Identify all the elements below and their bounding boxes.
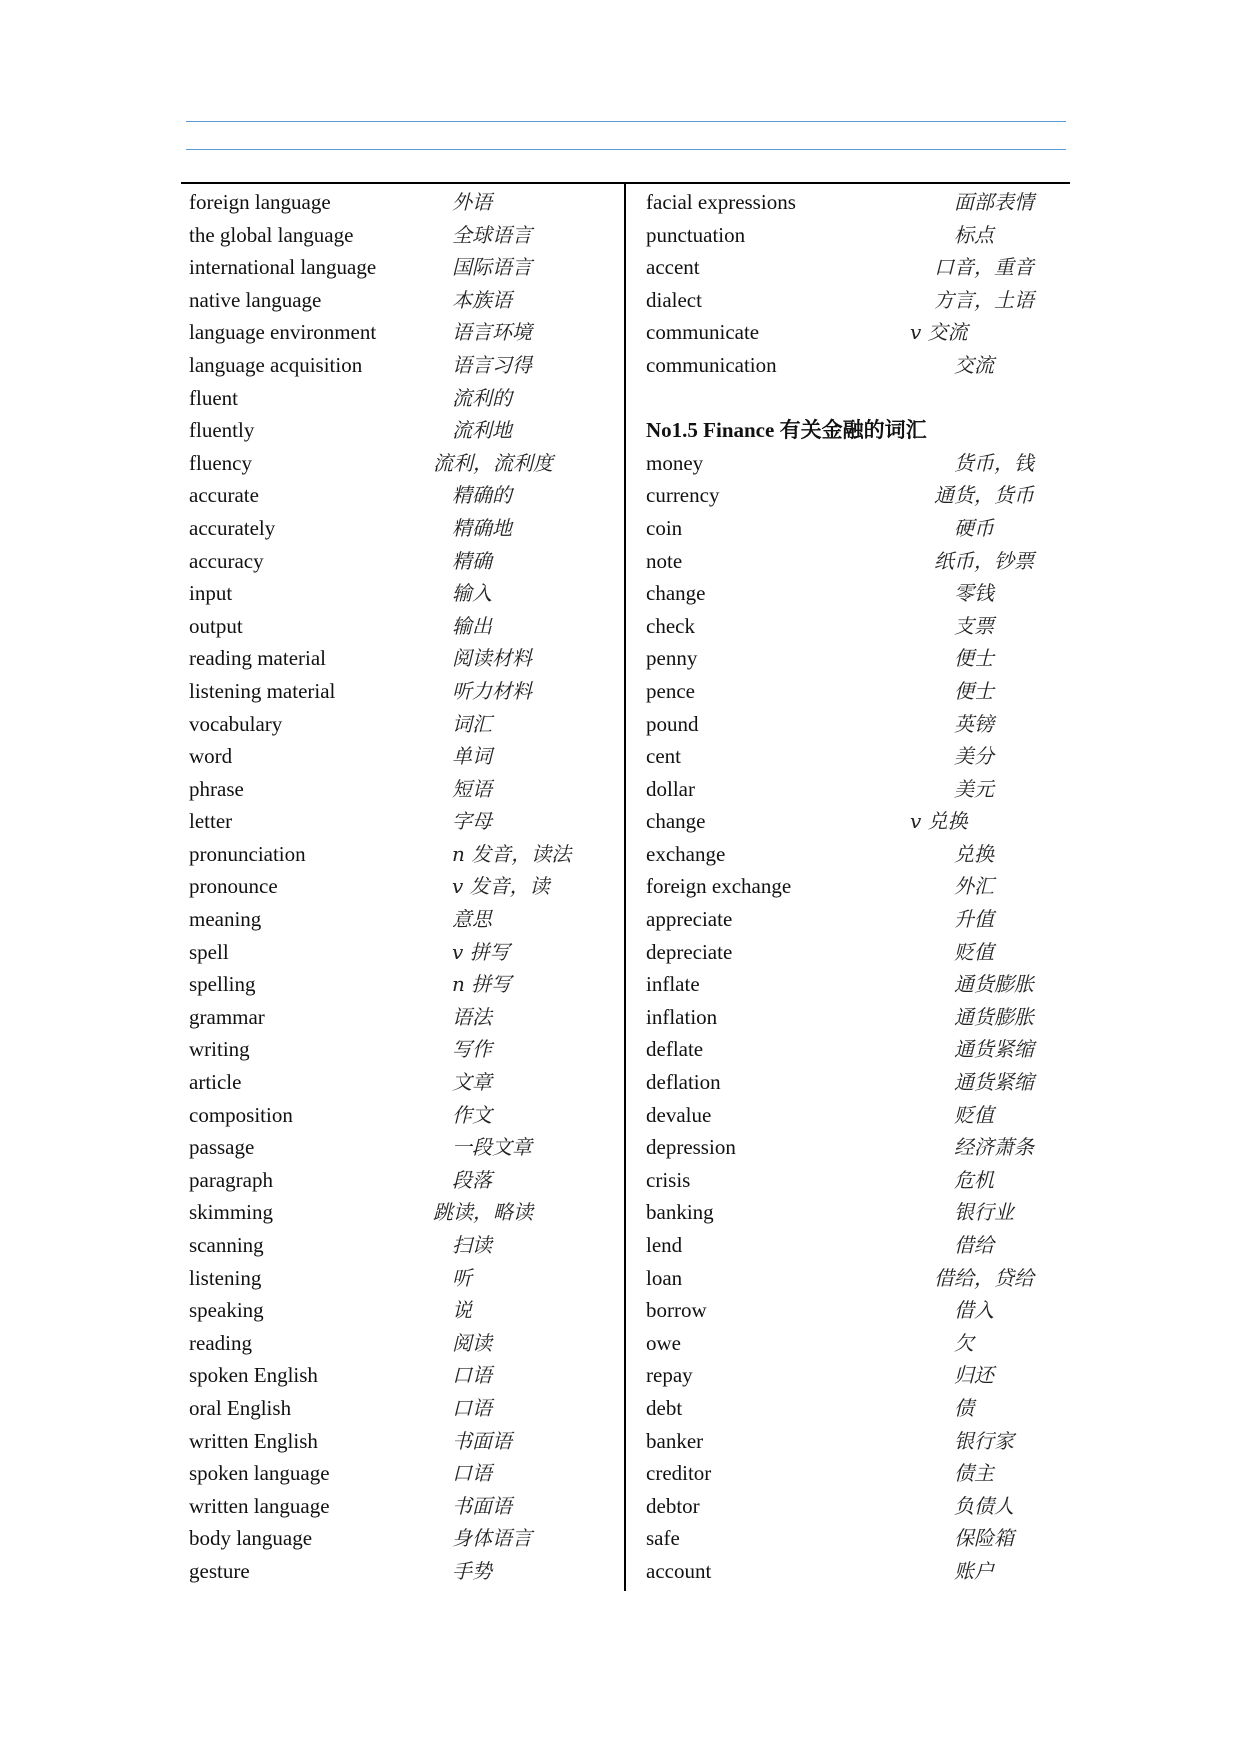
vocab-row [646,838,1066,871]
vocab-row [646,642,1066,675]
chinese-translation: 借给，贷给 [934,1265,1034,1290]
vocab-row [646,1001,1066,1034]
vocab-row [189,675,619,708]
vocab-row [189,414,619,447]
chinese-translation: 外汇 [954,874,994,899]
header-rule-top [186,121,1066,122]
vocab-row [646,1392,1066,1425]
vocab-row [189,1033,619,1066]
chinese-translation: 便士 [954,678,994,703]
vocab-row [189,1131,619,1164]
english-term: vocabulary [189,711,283,736]
vocab-row [189,642,619,675]
chinese-translation: 身体语言 [452,1526,532,1551]
english-term: output [189,613,243,638]
english-term: reading [189,1330,252,1355]
english-term: spelling [189,972,256,997]
vocab-row [646,1066,1066,1099]
english-term: inflation [646,1004,718,1029]
english-term: foreign exchange [646,874,792,899]
chinese-translation: 交流 [954,352,994,377]
english-term: body language [189,1526,313,1551]
vocab-row [189,1555,619,1588]
english-term: native language [189,287,322,312]
english-term: skimming [189,1200,274,1225]
vocab-column-right [646,186,1066,1588]
chinese-translation: 意思 [452,907,492,932]
chinese-translation: v 拼写 [452,939,510,964]
english-term: account [646,1558,712,1583]
chinese-translation: 听 [452,1265,472,1290]
chinese-translation: 阅读材料 [452,646,532,671]
english-term: fluent [189,385,238,410]
chinese-translation: 借给 [954,1233,994,1257]
vocab-row [189,805,619,838]
vocab-row [189,708,619,741]
chinese-translation: 英镑 [954,711,994,736]
english-term: speaking [189,1298,264,1323]
chinese-translation: 语言习得 [452,352,532,377]
vocab-row [646,1262,1066,1295]
chinese-translation: 货币，钱 [954,450,1034,475]
english-term: dollar [646,776,695,801]
vocab-row [189,1229,619,1262]
vocab-row [189,1066,619,1099]
chinese-translation: 债 [954,1395,974,1420]
vocab-row [189,968,619,1001]
vocab-row [189,1262,619,1295]
english-term: gesture [189,1558,250,1583]
vocab-row [646,1033,1066,1066]
chinese-translation: 支票 [954,613,994,638]
vocab-row [646,805,1066,838]
english-term: debtor [646,1493,700,1518]
english-term: accurately [189,515,276,540]
vocab-row [646,316,1066,349]
vocab-row [189,740,619,773]
chinese-translation: 便士 [954,646,994,671]
vocab-row [189,1425,619,1458]
vocab-row [646,773,1066,806]
section-heading-text: No1.5 Finance 有关金融的词汇 [646,418,927,443]
chinese-translation: 硬币 [954,515,994,540]
english-term: change [646,809,706,834]
chinese-translation: n 发音，读法 [452,841,572,866]
chinese-translation: 听力材料 [452,678,532,703]
vocab-row [646,708,1066,741]
vocab-row [189,186,619,219]
vocab-row [646,1425,1066,1458]
vocab-row [646,1164,1066,1197]
english-term: oral English [189,1395,292,1420]
english-term: paragraph [189,1167,273,1192]
english-term: money [646,450,704,475]
vocab-row [646,1294,1066,1327]
english-term: crisis [646,1167,691,1192]
english-term: reading material [189,646,327,671]
chinese-translation: 借入 [954,1298,994,1323]
chinese-translation: 方言，土语 [934,287,1034,312]
vocab-row [189,936,619,969]
vocab-row [189,838,619,871]
chinese-translation: 国际语言 [452,255,532,280]
chinese-translation: v 兑换 [910,809,968,834]
english-term: cent [646,744,681,769]
vocab-row [646,186,1066,219]
vocab-row [646,512,1066,545]
vocab-row [189,1099,619,1132]
english-term: penny [646,646,698,671]
chinese-translation: 全球语言 [452,222,532,247]
vocab-row [189,1392,619,1425]
english-term: listening [189,1265,262,1290]
chinese-translation: 归还 [954,1363,994,1388]
english-term: safe [646,1526,680,1551]
chinese-translation: 贬值 [954,1102,994,1127]
chinese-translation: 纸币，钞票 [934,548,1034,573]
chinese-translation: 词汇 [452,711,492,736]
vocab-row [646,349,1066,382]
chinese-translation: 面部表情 [954,190,1034,214]
chinese-translation: 段落 [452,1167,492,1192]
vocab-row [646,968,1066,1001]
english-term: spell [189,939,229,964]
vocab-row [189,870,619,903]
vocab-row [646,284,1066,317]
english-term: exchange [646,841,726,866]
english-term: foreign language [189,190,331,214]
english-term: language acquisition [189,352,363,377]
vocab-row [646,870,1066,903]
vocab-row [646,903,1066,936]
chinese-translation: 写作 [452,1037,492,1062]
english-term: communication [646,352,777,377]
chinese-translation: 一段文章 [452,1135,532,1160]
english-term: phrase [189,776,244,801]
chinese-translation: 口音，重音 [934,255,1034,280]
chinese-translation: 经济萧条 [954,1135,1034,1160]
chinese-translation: 银行业 [954,1200,1014,1225]
english-term: devalue [646,1102,712,1127]
english-term: writing [189,1037,250,1062]
english-term: appreciate [646,907,733,932]
chinese-translation: 通货紧缩 [954,1070,1034,1095]
chinese-translation: 负债人 [954,1493,1014,1518]
chinese-translation: 银行家 [954,1428,1014,1453]
chinese-translation: 文章 [452,1070,492,1095]
chinese-translation: 债主 [954,1461,994,1486]
english-term: written English [189,1428,318,1453]
chinese-translation: 跳读，略读 [433,1200,533,1225]
chinese-translation: 危机 [954,1167,994,1192]
english-term: word [189,744,233,769]
section-heading [646,414,1066,447]
chinese-translation: n 拼写 [452,972,512,997]
chinese-translation: 语言环境 [452,320,532,345]
vocab-row [189,479,619,512]
vocab-row [189,251,619,284]
vocab-row [646,545,1066,578]
vocab-row [189,903,619,936]
chinese-translation: 短语 [452,776,492,801]
english-term: coin [646,515,683,540]
vocab-column-left [189,186,619,1588]
chinese-translation: 口语 [452,1395,492,1420]
english-term: international language [189,255,377,280]
english-term: pronunciation [189,841,306,866]
english-term: note [646,548,683,573]
chinese-translation: 标点 [954,222,994,247]
vocab-row [189,284,619,317]
vocab-row [646,1457,1066,1490]
vocab-row [646,251,1066,284]
english-term: creditor [646,1461,712,1486]
chinese-translation: 口语 [452,1363,492,1388]
english-term: banker [646,1428,704,1453]
chinese-translation: 精确的 [452,483,512,508]
english-term: punctuation [646,222,746,247]
spacer [646,382,1066,415]
english-term: written language [189,1493,330,1518]
vocab-row [189,545,619,578]
vocab-row [646,1229,1066,1262]
english-term: change [646,581,706,606]
vocab-row [646,1359,1066,1392]
english-term: fluency [189,450,252,475]
english-term: depreciate [646,939,733,964]
chinese-translation: 欠 [954,1330,974,1355]
chinese-translation: 扫读 [452,1233,492,1257]
english-term: the global language [189,222,354,247]
vocab-row [646,1522,1066,1555]
chinese-translation: 通货膨胀 [954,1004,1034,1029]
chinese-translation: 手势 [452,1558,492,1583]
english-term: deflate [646,1037,704,1062]
vocab-row [646,219,1066,252]
vocab-row [646,1099,1066,1132]
vocab-row [189,1359,619,1392]
chinese-translation: 阅读 [452,1330,492,1355]
english-term: spoken English [189,1363,318,1388]
vocab-row [189,1522,619,1555]
chinese-translation: 精确地 [452,515,512,540]
chinese-translation: v 交流 [910,320,968,345]
english-term: letter [189,809,233,834]
column-divider [624,183,626,1591]
vocab-row [646,675,1066,708]
chinese-translation: 书面语 [452,1493,512,1518]
english-term: loan [646,1265,683,1290]
header-rule-bottom [186,149,1066,150]
english-term: borrow [646,1298,707,1323]
chinese-translation: 通货紧缩 [954,1037,1034,1062]
vocab-row [189,773,619,806]
vocab-row [189,447,619,480]
vocab-row [189,1294,619,1327]
english-term: accent [646,255,700,280]
chinese-translation: 书面语 [452,1428,512,1453]
english-term: composition [189,1102,293,1127]
english-term: language environment [189,320,377,345]
english-term: input [189,581,233,606]
vocab-row [646,740,1066,773]
english-term: currency [646,483,720,508]
chinese-translation: 贬值 [954,939,994,964]
english-term: pound [646,711,699,736]
chinese-translation: 语法 [452,1004,492,1029]
vocab-row [646,1490,1066,1523]
english-term: accuracy [189,548,264,573]
chinese-translation: v 发音，读 [452,874,550,899]
english-term: accurate [189,483,259,508]
english-term: listening material [189,678,336,703]
chinese-translation: 流利的 [452,385,512,410]
chinese-translation: 美分 [954,744,994,769]
english-term: article [189,1070,242,1095]
vocab-row [189,349,619,382]
vocab-row [189,382,619,415]
vocab-row [189,1001,619,1034]
vocab-row [189,219,619,252]
english-term: meaning [189,907,262,932]
chinese-translation: 流利，流利度 [433,450,553,475]
chinese-translation: 说 [452,1298,472,1323]
vocab-row [189,1457,619,1490]
vocab-group-finance [646,447,1066,1588]
english-term: pence [646,678,695,703]
english-term: grammar [189,1004,265,1029]
english-term: check [646,613,695,638]
chinese-translation: 通货，货币 [934,483,1034,508]
vocab-group-language [646,186,1066,382]
chinese-translation: 输出 [452,613,492,638]
vocab-row [189,1196,619,1229]
vocab-row [189,512,619,545]
english-term: banking [646,1200,714,1225]
chinese-translation: 升值 [954,907,994,932]
chinese-translation: 字母 [452,809,492,834]
english-term: debt [646,1395,683,1420]
english-term: deflation [646,1070,721,1095]
english-term: pronounce [189,874,278,899]
chinese-translation: 通货膨胀 [954,972,1034,997]
chinese-translation: 作文 [452,1102,492,1127]
chinese-translation: 零钱 [954,581,994,606]
chinese-translation: 口语 [452,1461,492,1486]
english-term: scanning [189,1233,264,1257]
english-term: lend [646,1233,683,1257]
vocab-row [646,577,1066,610]
english-term: passage [189,1135,255,1160]
chinese-translation: 保险箱 [954,1526,1014,1551]
vocab-row [646,610,1066,643]
chinese-translation: 外语 [452,190,492,214]
vocab-row [189,610,619,643]
vocab-row [646,1131,1066,1164]
english-term: facial expressions [646,190,796,214]
chinese-translation: 美元 [954,776,994,801]
chinese-translation: 输入 [452,581,492,606]
english-term: spoken language [189,1461,330,1486]
vocab-row [189,1164,619,1197]
vocab-row [189,1327,619,1360]
vocab-row [189,1490,619,1523]
vocab-row [646,1327,1066,1360]
chinese-translation: 本族语 [452,287,512,312]
chinese-translation: 兑换 [954,841,994,866]
english-term: dialect [646,287,702,312]
chinese-translation: 精确 [452,548,492,573]
english-term: fluently [189,418,255,443]
english-term: communicate [646,320,760,345]
vocab-row [646,447,1066,480]
vocab-row [646,1555,1066,1588]
vocab-row [646,936,1066,969]
vocab-row [189,316,619,349]
vocab-row [189,577,619,610]
english-term: depression [646,1135,736,1160]
english-term: inflate [646,972,700,997]
english-term: owe [646,1330,681,1355]
vocab-row [646,479,1066,512]
vocab-row [646,1196,1066,1229]
chinese-translation: 账户 [954,1558,994,1583]
chinese-translation: 单词 [452,744,492,769]
english-term: repay [646,1363,693,1388]
chinese-translation: 流利地 [452,418,512,443]
